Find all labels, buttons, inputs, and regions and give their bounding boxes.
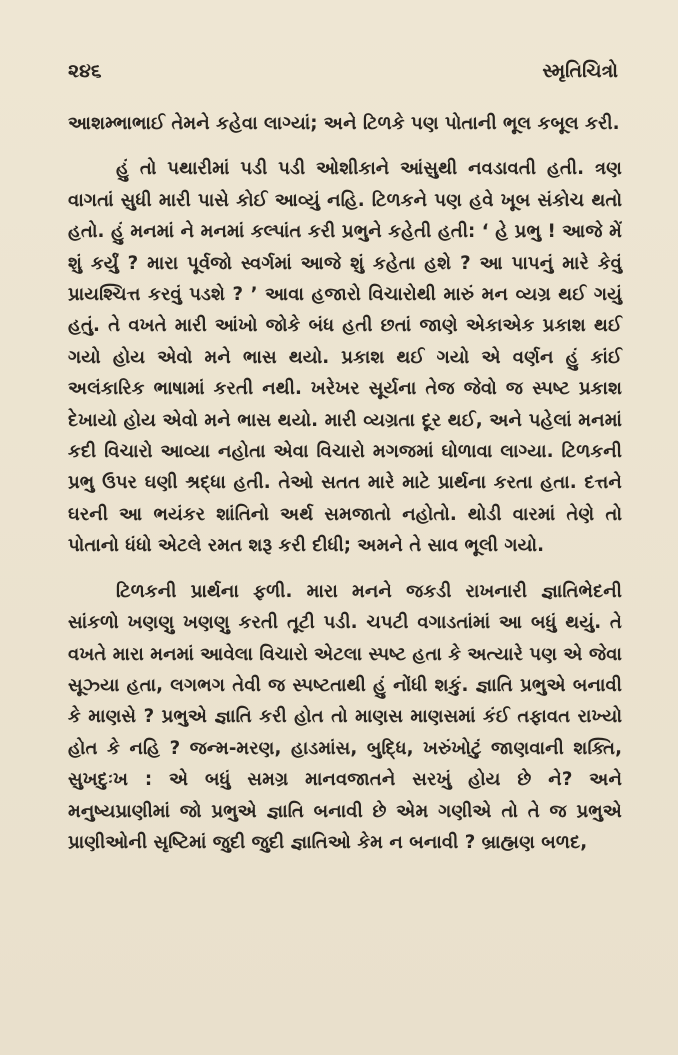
paragraph-continued: આશમ્ભાભાઈ તેમને કહેવા લાગ્યાં; અને ટિળકે પણ પોતાની ભૂલ કબૂલ કરી. <box>68 113 620 134</box>
running-title: સ્મૃતિચિત્રો <box>542 60 618 82</box>
paragraph: ટિળકની પ્રાર્થના ફળી. મારા મનને જકડી રાખનારી જ્ઞાતિભેદની સાંકળો ખણણુ ખણણુ કરતી તૂટી પડી. ચપટી વગાડતાંમાં આ બધું થયું. તે વખતે મારા મનમાં આવેલા વિચારો એટલા સ્પષ્ટ હતા કે અત્યારે પણ એ જેવા સૂઝ્યા હતા, લગભગ તેવી જ સ્પષ્ટતાથી હું નોંધી શકું. જ્ઞાતિ પ્રભુએ બનાવી કે માણસે ? પ્રભુએ જ્ઞાતિ કરી હોત તો માણસ માણસમાં કંઈ તફાવત રાખ્યો હોત કે નહિ ? જન્મ-મરણ, હાડમાંસ, બુદ્ધિ, ખરુંખોટું જાણવાની શક્તિ, સુખદુઃખ : એ બધું સમગ્ર માનવજાતને સરખું હોય છે ને? અને મનુષ્યપ્રાણીમાં જો પ્રભુએ જ્ઞાતિ બનાવી છે એમ ગણીએ તો તે જ પ્રભુએ પ્રાણીઓની સૃષ્ટિમાં જુદી જુદી જ્ઞાતિઓ કેમ ન બનાવી ? બ્રાહ્મણ બળદ, <box>68 580 622 853</box>
paragraph: હું તો પથારીમાં પડી પડી ઓશીકાને આંસુથી નવડાવતી હતી. ત્રણ વાગતાં સુધી મારી પાસે કોઈ આવ્યું નહિ. ટિળકને પણ હવે ખૂબ સંકોચ થતો હતો. હું મનમાં ને મનમાં કલ્પાંત કરી પ્રભુને કહેતી હતી: ‘ હે પ્રભુ ! આજે મેં શું કર્યું ? મારા પૂર્વજો સ્વર્ગમાં આજે શું કહેતા હશે ? આ પાપનું મારે કેવું પ્રાયશ્ચિત્ત કરવું પડશે ? ’ આવા હજારો વિચારોથી મારું મન વ્યગ્ર થઈ ગયું હતું. તે વખતે મારી આંખો જોકે બંધ હતી છતાં જાણે એકાએક પ્રકાશ થઈ ગયો હોય એવો મને ભાસ થયો. પ્રકાશ થઈ ગયો એ વર્ણન હું કાંઈ અલંકારિક ભાષામાં કરતી નથી. ખરેખર સૂર્યના તેજ જેવો જ સ્પષ્ટ પ્રકાશ દેખાયો હોય એવો મને ભાસ થયો. મારી વ્યગ્રતા દૂર થઈ, અને પહેલાં મનમાં કદી વિચારો આવ્યા નહોતા એવા વિચારો મગજમાં ઘોળાવા લાગ્યા. ટિળકની પ્રભુ ઉપર ઘણી શ્રદ્ધા હતી. તેઓ સતત મારે માટે પ્રાર્થના કરતા હતા. દત્તને ઘરની આ ભયંકર શાંતિનો અર્થ સમજાતો નહોતો. થોડી વારમાં તેણે તો પોતાનો ધંધો એટલે રમત શરૂ કરી દીધી; અમને તે સાવ ભૂલી ગયો. <box>68 158 622 557</box>
page-number: ૨૪૬ <box>68 60 102 82</box>
body-text <box>68 108 622 858</box>
page-header <box>68 60 618 90</box>
